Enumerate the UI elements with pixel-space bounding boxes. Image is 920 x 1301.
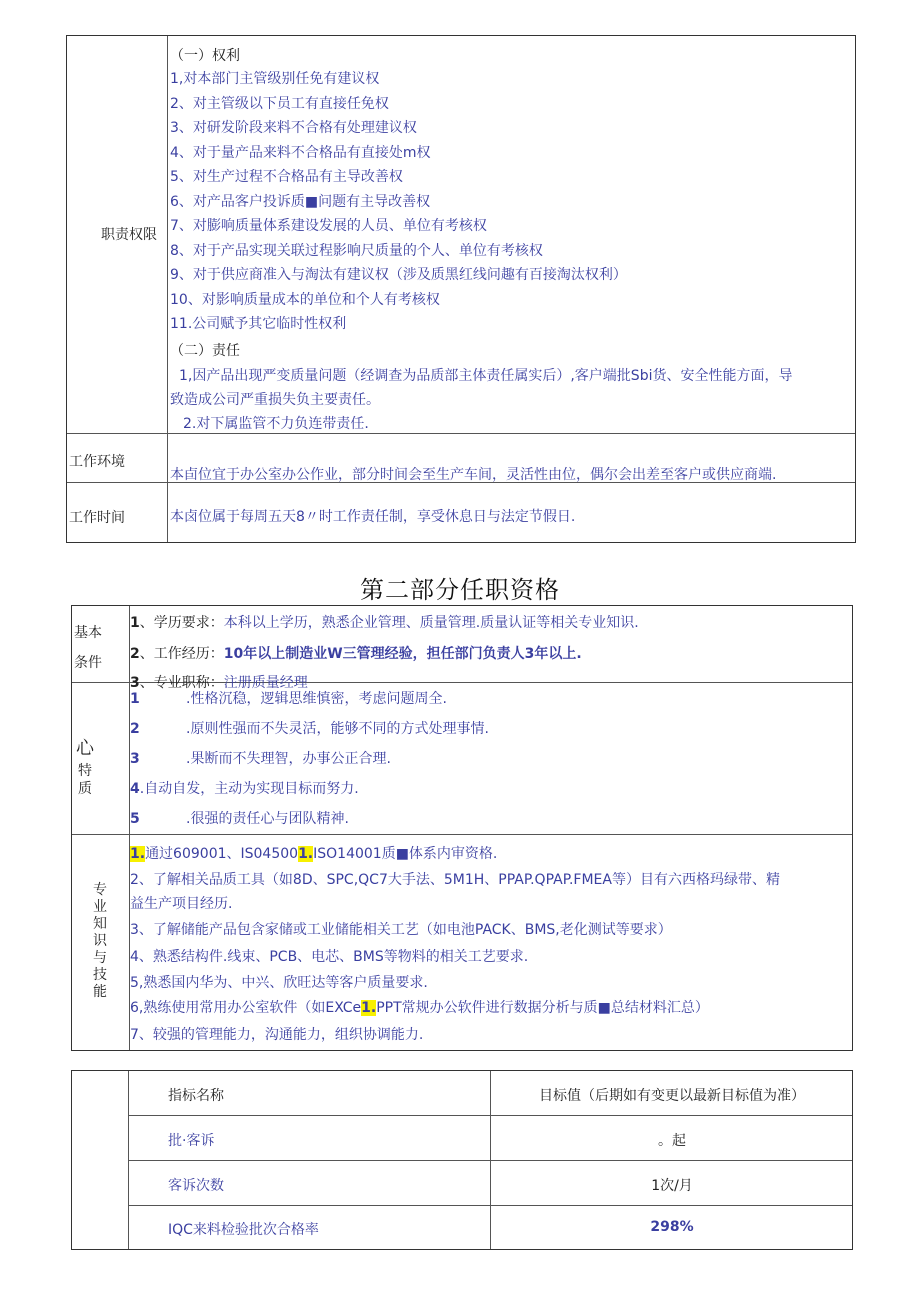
duty-label: 职责权限 [101,227,157,243]
rights-item: 2、对主管级以下员工有直接任免权 [170,95,389,112]
trait-number: 5 [130,811,140,827]
rights-item: 4、对于量产品来料不合格品有直接处m权 [170,144,431,161]
skill-item-4: 4、熟悉结构件.线束、PCB、电芯、BMS等物料的相关工艺要求. [130,949,529,965]
trait-text: .原则性强而不失灵活，能够不同的方式处理事情. [186,721,489,737]
rights-item: 3、对研发阶段来料不合格有处理建议权 [170,120,417,136]
header-indicator-name: 指标名称 [168,1088,224,1104]
row-divider [128,1205,852,1206]
row-divider [128,1160,852,1161]
trait-text: .很强的责任心与团队精神. [186,811,349,827]
rights-item: 8、对于产品实现关联过程影响尺质量的个人、单位有考核权 [170,242,543,259]
basic-item-3: 3、专业职称：注册质量经理 [130,675,308,691]
column-divider [167,36,168,542]
rights-item: 9、对于供应商准入与淘汰有建议权（涉及质黑红线问趣有百接淘汰权利） [170,267,627,283]
rights-item: 5、对生产过程不合格品有主导改善权 [170,169,403,185]
trait-item [130,748,391,768]
resp-item-1-line2: 致造成公司严重损失负主要责任。 [170,392,380,408]
kpi-row-3-target: 298% [650,1219,694,1235]
trait-item [130,688,447,708]
rights-item: 1,对本部门主管级别任免有建议权 [170,71,380,87]
time-text: 本卤位属于每周五天8〃时工作责任制，享受休息日与法定节假日. [170,509,576,525]
skill-label: 专业知识与技能 [93,882,107,1000]
header-target-value: 目标值（后期如有变更以最新目标值为准） [539,1088,805,1104]
skill-item-2-line2: 益生产项目经历. [130,896,233,912]
rights-item: 10、对影响质量成本的单位和个人有考核权 [170,291,440,308]
row-divider [128,1115,852,1116]
trait-label-3: 质 [78,781,92,797]
basic-conditions [72,606,852,691]
rights-item: 7、对膨响质量体系建设发展的人员、单位有考核权 [170,218,487,234]
rights-item: 11.公司赋予其它临时性权利 [170,316,347,332]
skill-item-3: 3、了解储能产品包含家储或工业储能相关工艺（如电池PACK、BMS,老化测试等要求） [130,922,672,938]
kpi-row-1-name: 批·客诉 [168,1133,215,1149]
trait-number: 3 [130,751,140,767]
skill-item-6: 6,熟练使用常用办公室软件（如EXCe1.PPT常规办公软件进行数据分析与质■总结材料汇总） [130,1000,709,1016]
resp-item-1-line1: 1,因产品出现严变质量问题（经调查为品质部主体责任属实后）,客户端批Sbi货、安全性能方面，导 [179,368,793,384]
skill-item-7: 7、较强的管理能力，沟通能力，组织协调能力. [130,1027,424,1043]
trait-text: .果断而不失理智，办事公正合理. [186,751,391,767]
resp-item-2: 2.对下属监管不力负连带责任. [183,416,369,432]
env-text: 本卣位宜于办公室办公作业，部分时间会至生产车间，灵活性由位，偶尔会出差至客户或供应商端. [170,467,777,483]
basic-label-2: 条件 [74,655,102,671]
row-divider [67,433,855,434]
trait-item [130,808,349,828]
trait-item [130,778,359,798]
trait-label-1: 心 [76,738,94,759]
trait-number: 4 [130,781,140,797]
basic-item-1: 1、学历要求：本科以上学历，熟悉企业管理、质量管理.质量认证等相关专业知识. [130,615,639,631]
duty-table [66,35,856,543]
skill-item-5: 5,熟悉国内华为、中兴、欣旺达等客户质量要求. [130,975,428,991]
trait-number: 2 [130,721,140,737]
trait-item [130,718,489,738]
trait-text: .自动自发，主动为实现目标而努力. [139,781,359,797]
rights-heading: （一）权利 [170,48,240,64]
section-title: 第二部分任职资格 [360,576,560,604]
skill-item-1: 1.通过609001、IS045001.ISO14001质■体系内审资格. [130,846,498,862]
skill-item-2-line1: 2、了解相关品质工具（如8D、SPC,QC7大手法、5M1H、PPAP.QPAP.FMEA等）目有六西格玛绿带、精 [130,872,780,888]
time-label: 工作时间 [69,510,125,526]
qualification-table [71,605,853,1051]
env-label: 工作环境 [69,454,125,470]
trait-label-2: 特 [78,763,92,779]
trait-text: .性格沉稳，逻辑思维慎密，考虑问题周全. [186,691,447,707]
rights-item: 6、对产品客户投诉质■问题有主导改善权 [170,193,431,210]
kpi-row-2-target: 1次/月 [651,1178,693,1194]
basic-item-2: 2、工作经历：10年以上制造业W三管理经验，担任部门负责人3年以上. [130,646,582,662]
kpi-row-1-target: 。起 [658,1133,686,1149]
kpi-table [71,1070,853,1250]
basic-label-1: 基本 [74,625,102,641]
row-divider [72,834,852,835]
trait-number: 1 [130,691,140,707]
kpi-row-3-name: IQC来料检验批次合格率 [168,1222,319,1238]
resp-heading: （二）责任 [170,343,240,359]
kpi-row-2-name: 客诉次数 [168,1178,224,1194]
